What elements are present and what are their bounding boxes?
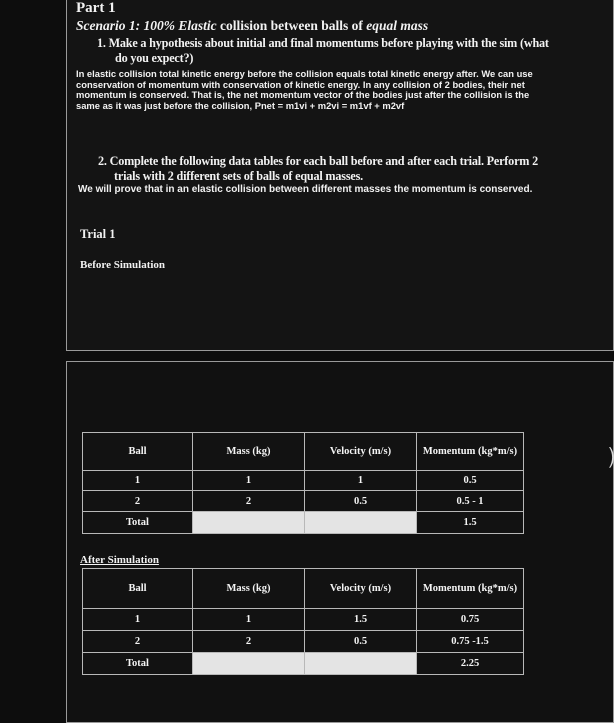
header-mass: Mass (kg)	[193, 433, 305, 471]
after-label: After Simulation	[80, 554, 159, 566]
table-total-row	[83, 653, 524, 675]
cell[interactable]: 2	[193, 491, 305, 512]
blank-cell[interactable]	[193, 512, 305, 534]
header-ball: Ball	[83, 433, 193, 471]
header-velocity: Velocity (m/s)	[305, 569, 417, 609]
question-1-line-2: do you expect?)	[115, 51, 194, 65]
part-title: Part 1	[76, 0, 116, 16]
header-ball: Ball	[83, 569, 193, 609]
cell[interactable]: 1.5	[305, 609, 417, 631]
cell[interactable]: 2	[83, 491, 193, 512]
cell[interactable]: 2	[83, 631, 193, 653]
before-simulation-table	[82, 432, 524, 534]
scenario-middle: collision between balls of	[216, 18, 367, 33]
header-mass: Mass (kg)	[193, 569, 305, 609]
before-label: Before Simulation	[80, 259, 166, 271]
cell[interactable]: 0.5	[305, 491, 417, 512]
header-momentum: Momentum (kg*m/s)	[417, 433, 524, 471]
header-momentum: Momentum (kg*m/s)	[417, 569, 524, 609]
cell[interactable]: 0.5	[305, 631, 417, 653]
blank-cell[interactable]	[305, 653, 417, 675]
table-row	[83, 609, 524, 631]
cell[interactable]: 2.25	[417, 653, 524, 675]
answer-2: We will prove that in an elastic collision between different masses the momentum is conserved.	[78, 184, 533, 195]
scenario-elastic: 100% Elastic	[143, 18, 217, 33]
cell[interactable]: 2	[193, 631, 305, 653]
blank-cell[interactable]	[305, 512, 417, 534]
brace-icon: ⏜	[588, 446, 614, 469]
blank-cell[interactable]	[193, 653, 305, 675]
cell[interactable]: 0.75 -1.5	[417, 631, 524, 653]
answer-1: In elastic collision total kinetic energy before the collision equals total kinetic energy after. We can use conservation of momentum with conservation of kinetic energy. In any collision of 2 bodies, their net momentum is conserved. That is, the net momentum vector of the bodies just after the collision is the same as it was just before the collision, Pnet = m1vi + m2vi = m1vf + m2vf	[76, 68, 533, 111]
cell[interactable]: 1	[83, 471, 193, 491]
question-2-line-2: trials with 2 different sets of balls of equal masses.	[114, 169, 363, 183]
after-simulation-table	[82, 568, 524, 675]
cell[interactable]: 1	[305, 471, 417, 491]
cell[interactable]: Total	[83, 653, 193, 675]
cell[interactable]: 1	[193, 609, 305, 631]
table-row	[83, 491, 524, 512]
table-header-row	[83, 433, 524, 471]
trial-title: Trial 1	[80, 227, 116, 241]
table-total-row	[83, 512, 524, 534]
cell[interactable]: 1.5	[417, 512, 524, 534]
scenario-heading	[76, 18, 428, 34]
cell[interactable]: 0.5 - 1	[417, 491, 524, 512]
question-1-line-1: 1. Make a hypothesis about initial and final momentums before playing with the sim (what	[97, 36, 549, 50]
scenario-equal-mass: equal mass	[366, 18, 429, 33]
cell[interactable]: 1	[193, 471, 305, 491]
table-row	[83, 471, 524, 491]
table-row	[83, 631, 524, 653]
cell[interactable]: Total	[83, 512, 193, 534]
table-header-row	[83, 569, 524, 609]
cell[interactable]: 1	[83, 609, 193, 631]
scenario-prefix: Scenario 1:	[76, 18, 141, 33]
cell[interactable]: 0.5	[417, 471, 524, 491]
question-2-line-1: 2. Complete the following data tables for each ball before and after each trial. Perform 2	[98, 154, 538, 168]
cell[interactable]: 0.75	[417, 609, 524, 631]
header-velocity: Velocity (m/s)	[305, 433, 417, 471]
